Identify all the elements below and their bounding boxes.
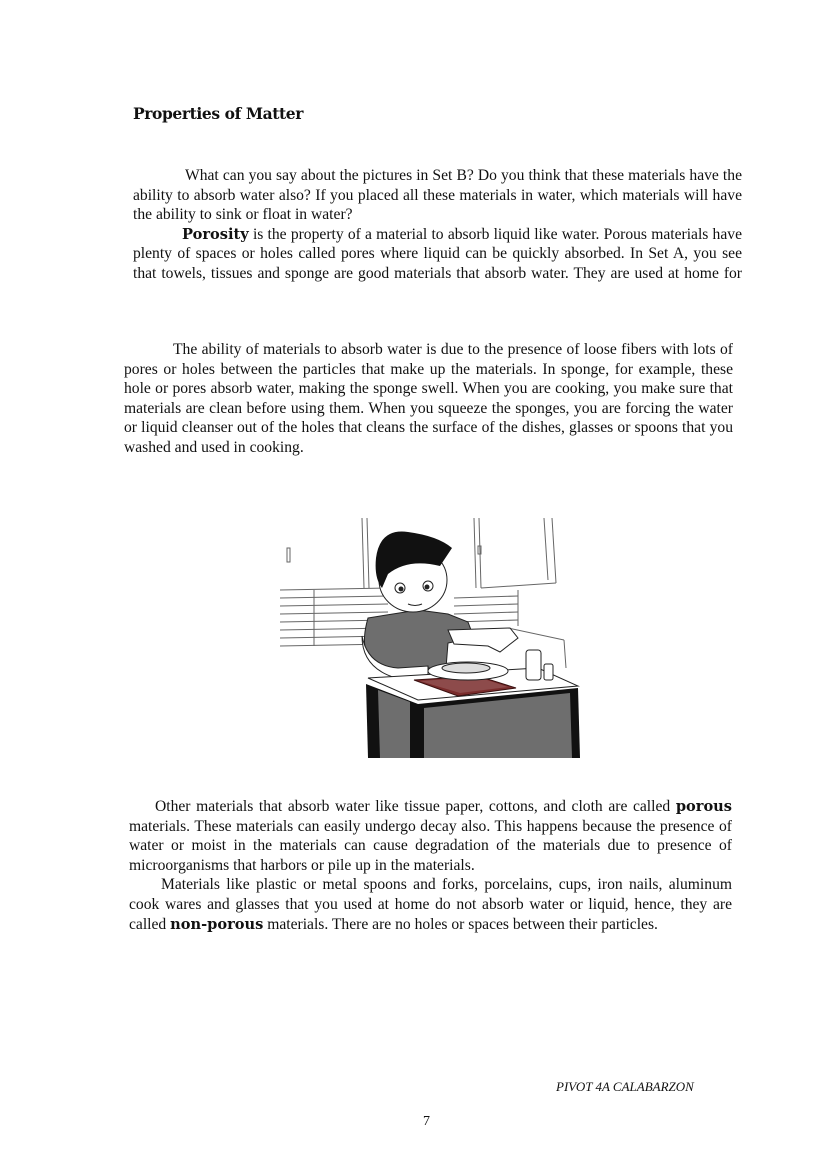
page-number: 7: [423, 1114, 430, 1129]
porous-text-block: [129, 797, 732, 934]
question-paragraph: What can you say about the pictures in Set B? Do you think that these materials have the ability to absorb water also? If you placed all these materials in water, which materials will have the ability to sink or float in water?: [133, 167, 742, 224]
intro-text-block: [133, 166, 742, 284]
porous-paragraph-start: Other materials that absorb water like tissue paper, cottons, and cloth are called: [155, 798, 676, 815]
illustration-graphic: [278, 518, 582, 758]
absorption-text-block: [124, 340, 733, 458]
footer-label: PIVOT 4A CALABARZON: [556, 1079, 694, 1094]
page-title: Properties of Matter: [133, 104, 304, 123]
porosity-term: Porosity: [182, 225, 249, 243]
absorption-paragraph: The ability of materials to absorb water is due to the presence of loose fibers with lots of pores or holes between the particles that make up the materials. In sponge, for example, these hole or pores absorb water, making the sponge swell. When you are cooking, you make sure that materials are clean before using them. When you squeeze the sponges, you are forcing the water or liquid cleanser out of the holes that cleans the surface of the dishes, glasses or spoons that you washed and used in cooking.: [124, 341, 733, 456]
porous-paragraph: [129, 797, 732, 875]
porosity-definition: is the property of a material to absorb liquid like water. Porous materials have plenty of spaces or holes called pores where liquid can be quickly absorbed. In Set A, you see that towels, tissues and sponge are good materials that absorb water. They are used at home for: [133, 225, 742, 282]
cooking-boy-illustration: [278, 518, 582, 758]
non-porous-term: non-porous: [170, 915, 264, 933]
non-porous-paragraph-start: Materials like plastic or metal spoons and forks, porcelains, cups, iron nails, aluminum cook wares and glasses that you used at home do not absorb water or liquid, hence, they are called: [129, 876, 732, 933]
porosity-paragraph: [133, 225, 742, 284]
non-porous-paragraph-end: materials. There are no holes or spaces between their particles.: [263, 915, 658, 933]
porous-term: porous: [675, 798, 732, 815]
non-porous-paragraph: [129, 875, 732, 934]
porous-paragraph-end: materials. These materials can easily undergo decay also. This happens because the presence of water or moist in the materials can cause degradation of the materials due to presence of microorganisms that harbors or pile up in the materials.: [129, 817, 732, 874]
